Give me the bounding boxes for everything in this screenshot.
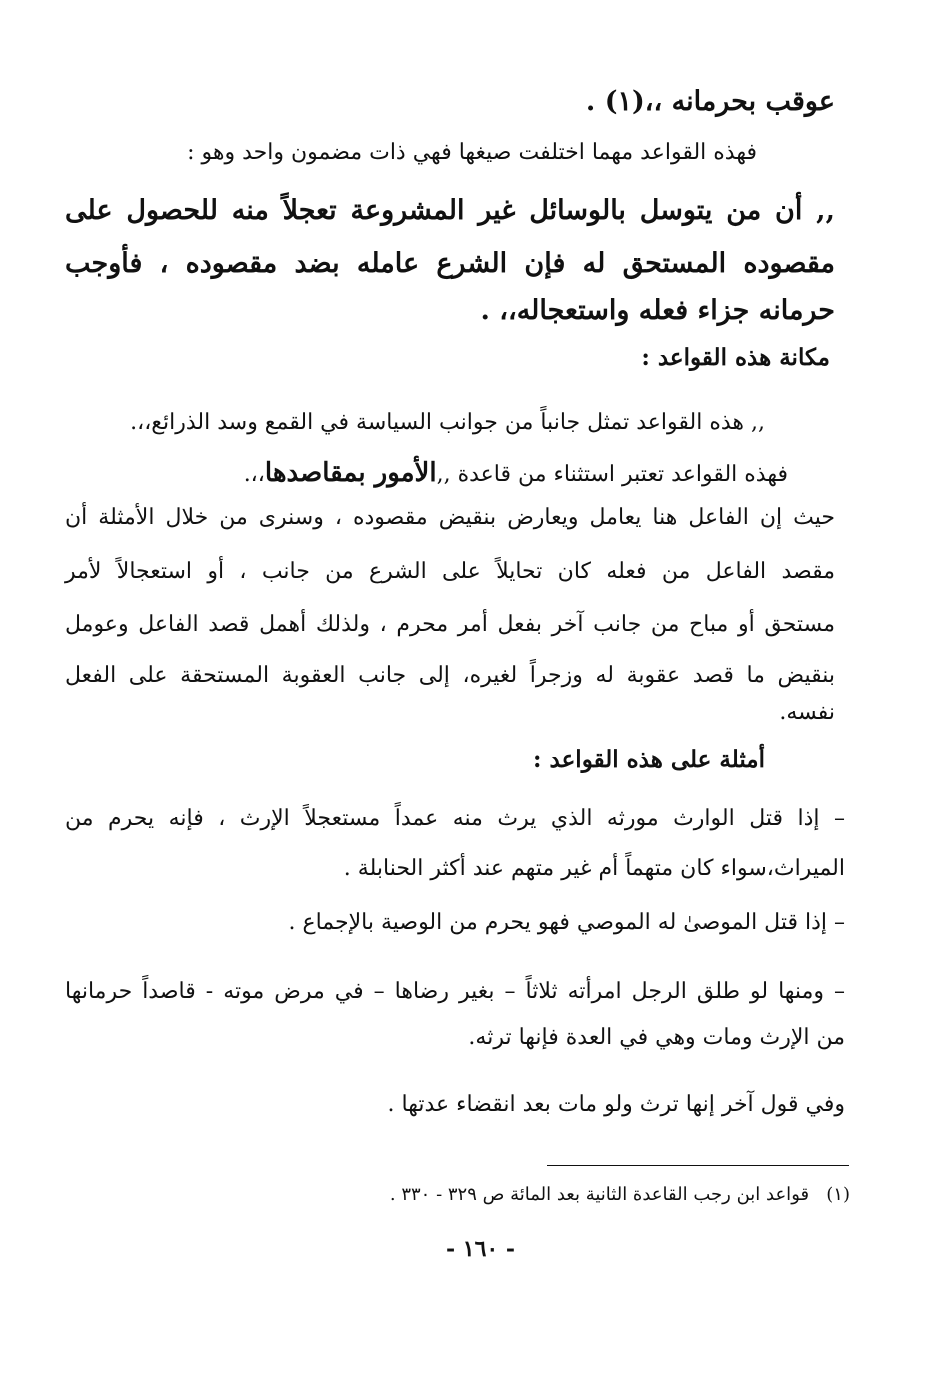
footnote-number: (١) bbox=[826, 1184, 850, 1205]
text-line-13: – إذا قتل الوارث مورثه الذي يرث منه عمداً مستعجلاً الإرث ، فإنه يحرم من bbox=[65, 806, 845, 831]
text-line-1: عوقب بحرمانه ،،(١) . bbox=[585, 86, 835, 117]
text-line-16: – ومنها لو طلق الرجل امرأته ثلاثاً – بغير رضاها – في مرض موته - قاصداً حرمانها bbox=[65, 979, 845, 1004]
quote-line-2: مقصوده المستحق له فإن الشرع عامله بضد مقصوده ، فأوجب bbox=[65, 248, 835, 279]
page-number: - ١٦٠ - bbox=[445, 1236, 515, 1262]
rule-close: ،،. bbox=[243, 462, 265, 487]
text-line-8: حيث إن الفاعل هنا يعامل ويعارض بنقيض مقصوده ، وسنرى من خلال الأمثلة أن bbox=[65, 505, 835, 530]
text-line-17: من الإرث ومات وهي في العدة فإنها ترثه. bbox=[468, 1025, 845, 1050]
text-line-10: مستحق أو مباح من جانب آخر بفعل أمر محرم ، ولذلك أهمل قصد الفاعل وعومل bbox=[65, 612, 835, 637]
footnote-text: قواعد ابن رجب القاعدة الثانية بعد المائة ص ٣٢٩ - ٣٣٠ . bbox=[389, 1184, 810, 1205]
section-heading-status: مكانة هذه القواعد : bbox=[641, 344, 830, 371]
text-line-18: وفي قول آخر إنها ترث ولو مات بعد انقضاء عدتها . bbox=[387, 1092, 845, 1117]
text-line-2: فهذه القواعد مهما اختلفت صيغها فهي ذات مضمون واحد وهو : bbox=[187, 140, 757, 165]
rule-name: الأمور بمقاصدها bbox=[264, 458, 437, 488]
rule-intro: فهذه القواعد تعتبر استثناء من قاعدة ,, bbox=[436, 462, 788, 487]
text-line-14: الميراث،سواء كان متهماً أم غير متهم عند أكثر الحنابلة . bbox=[343, 856, 845, 881]
text-line-12: نفسه. bbox=[779, 700, 835, 725]
footnote-separator bbox=[547, 1165, 849, 1166]
text-line-7 bbox=[244, 458, 788, 489]
footnote bbox=[390, 1184, 850, 1206]
text-line-9: مقصد الفاعل من فعله كان تحايلاً على الشرع من جانب ، أو استعجالاً لأمر bbox=[65, 559, 835, 584]
text-line-6: ,, هذه القواعد تمثل جانباً من جوانب السياسة في القمع وسد الذرائع،،. bbox=[130, 410, 765, 435]
section-heading-examples: أمثلة على هذه القواعد : bbox=[533, 746, 765, 773]
quote-line-3: حرمانه جزاء فعله واستعجاله،، . bbox=[480, 295, 835, 326]
text-line-11: بنقيض ما قصد عقوبة له وزجراً لغيره، إلى جانب العقوبة المستحقة على الفعل bbox=[65, 663, 835, 688]
text-line-15: – إذا قتل الموصىٰ له الموصي فهو يحرم من الوصية بالإجماع . bbox=[288, 910, 845, 935]
quote-line-1: ,, أن من يتوسل بالوسائل غير المشروعة تعجلاً منه للحصول على bbox=[65, 195, 835, 226]
